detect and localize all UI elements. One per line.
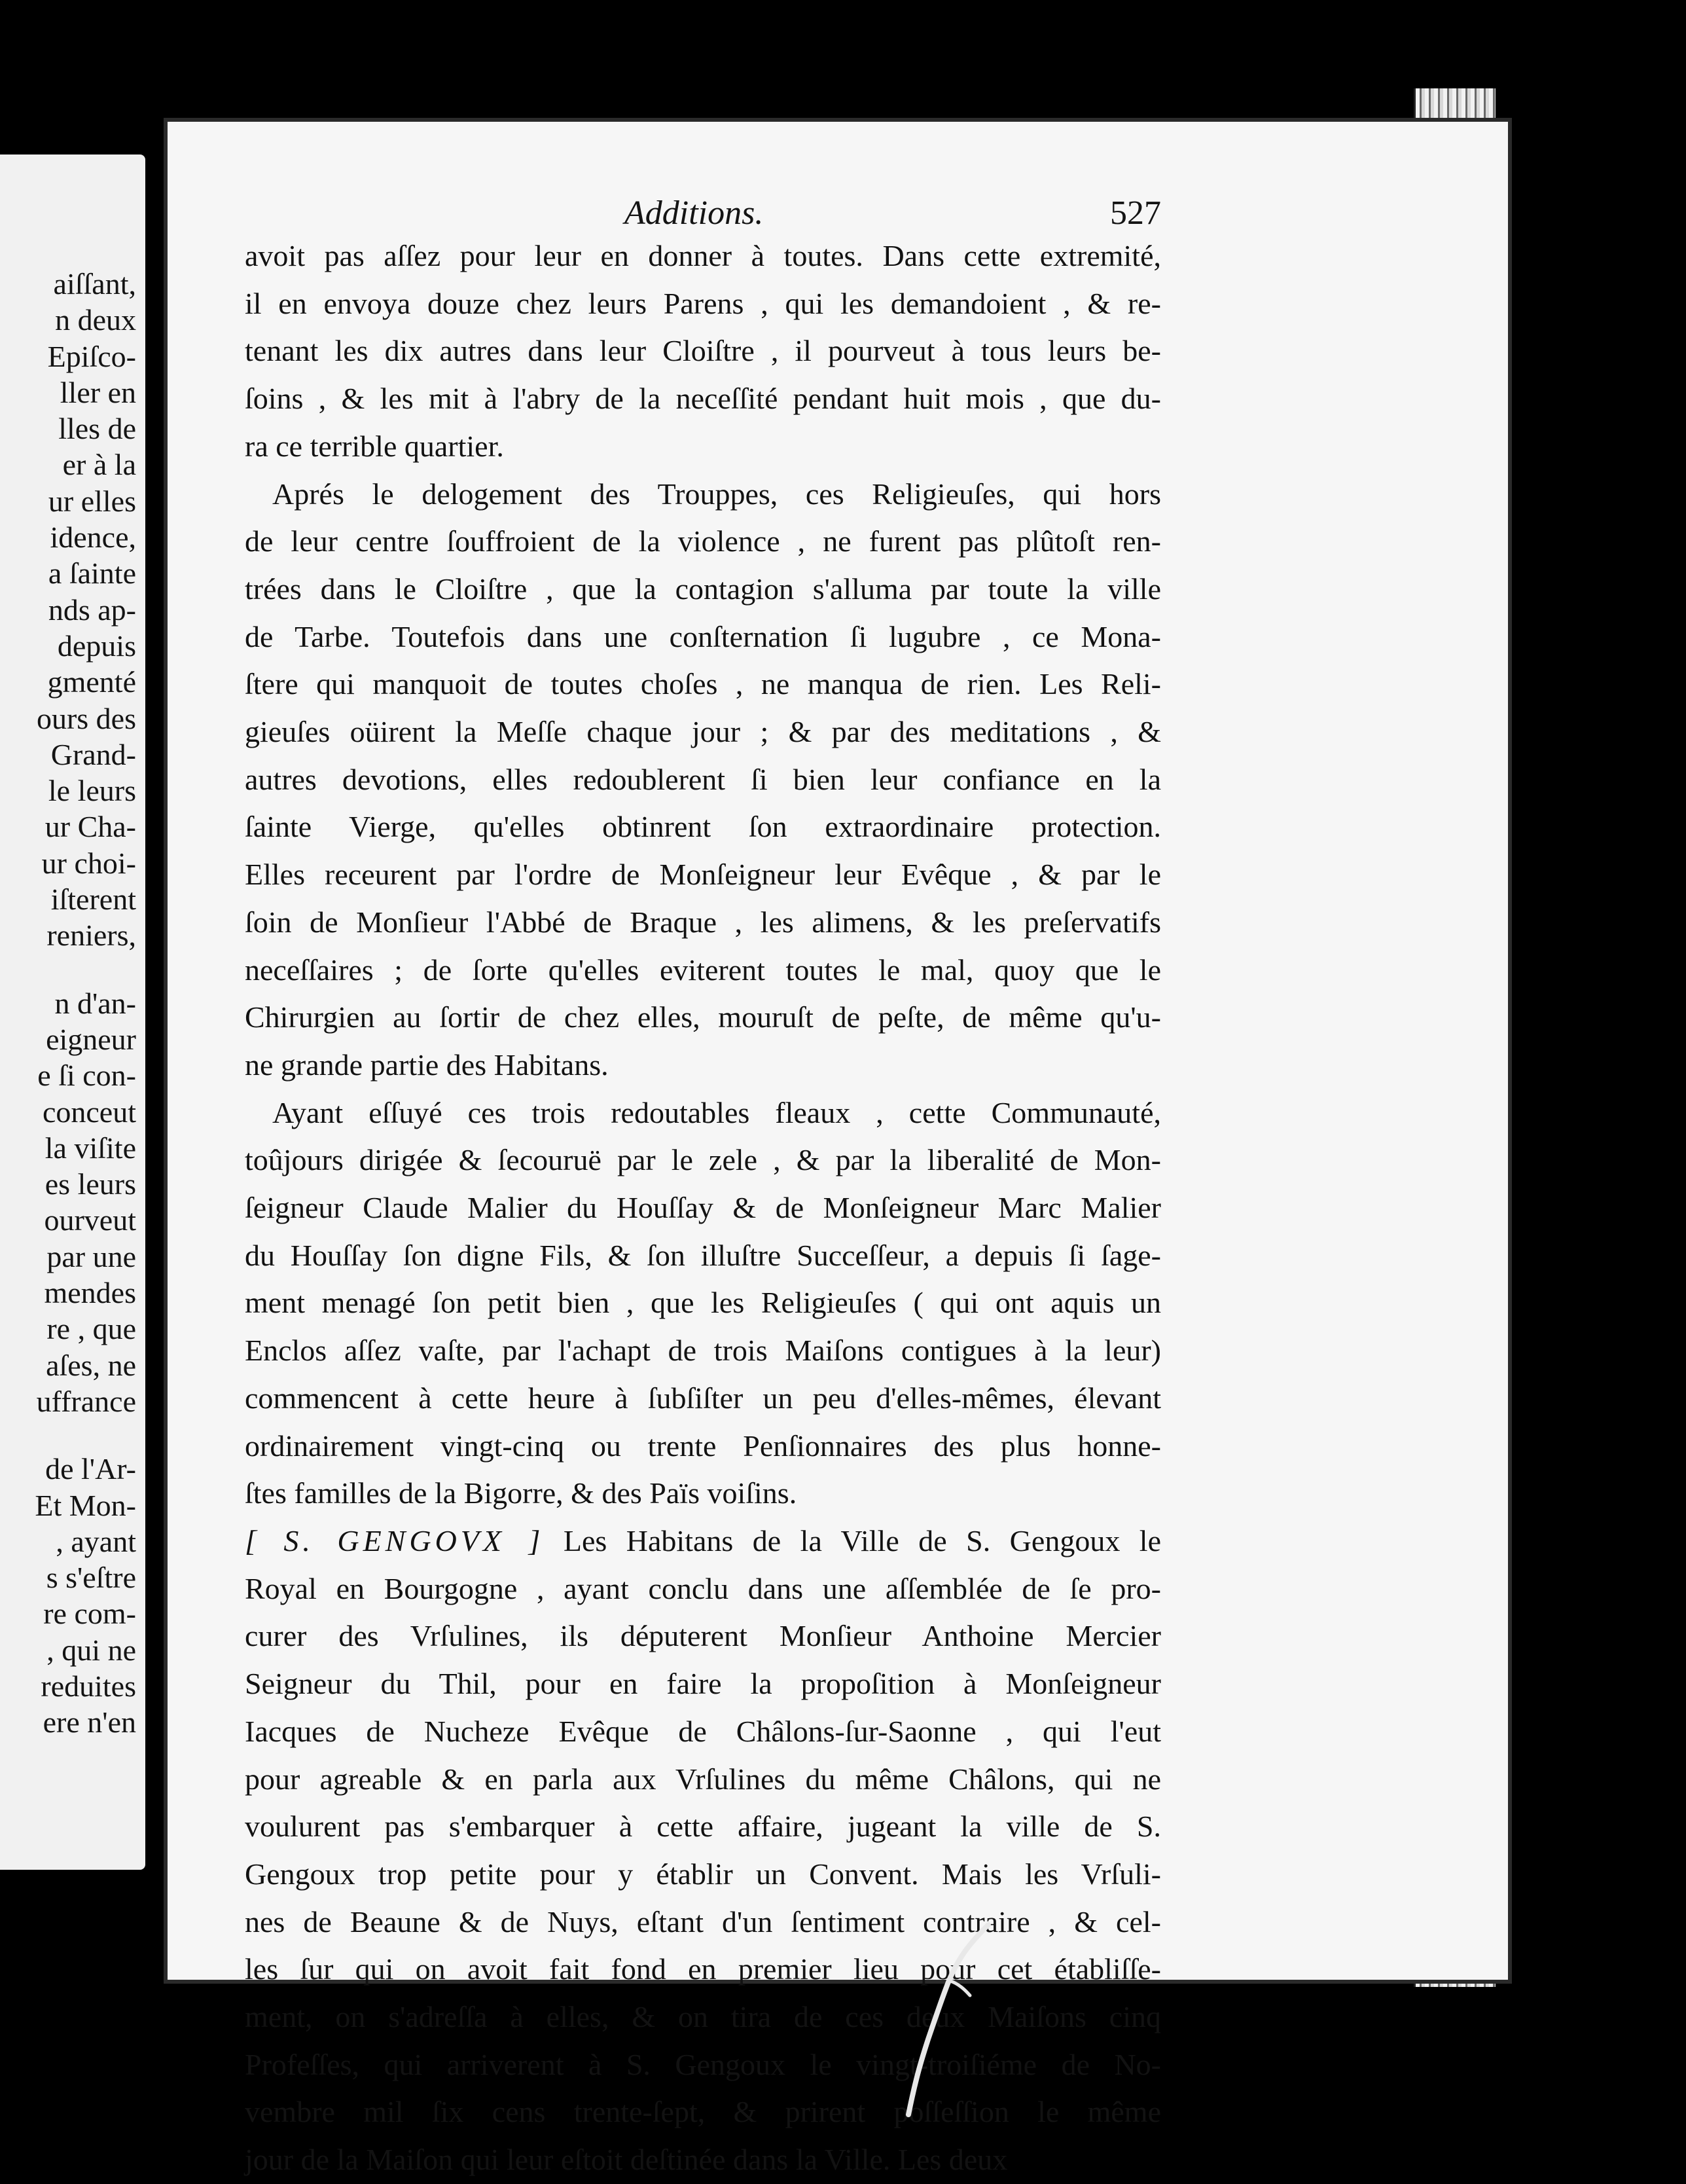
left-page-line: ur choi- (41, 846, 136, 880)
left-page-line: re com- (43, 1597, 136, 1631)
left-page-line: Epiſco- (47, 339, 136, 373)
text-line: neceſſaires ; de ſorte qu'elles eviterent toutes le mal, quoy que le (245, 953, 1161, 987)
text-line: ne grande partie des Habitans. (245, 1047, 609, 1082)
text-line: gieuſes oüirent la Meſſe chaque jour ; & par des meditations , & (245, 715, 1161, 749)
left-page-line: nds ap- (48, 592, 136, 627)
left-page-line: idence, (50, 520, 136, 555)
paragraph-3 (245, 1089, 1161, 1518)
text-line: tenant les dix autres dans leur Cloiſtre , il pourveut à tous leurs be- (245, 334, 1161, 368)
text-line: Elles receurent par l'ordre de Monſeigneur leur Evêque , & par le (245, 858, 1161, 892)
left-page-line: n deux (55, 303, 136, 337)
running-title: Additions. (624, 194, 764, 232)
left-page-line: ere n'en (43, 1705, 136, 1739)
left-page-line: a ſainte (48, 556, 136, 591)
left-page-line: la viſite (45, 1131, 136, 1165)
text-line: les ſur qui on avoit fait fond en premier lieu pour cet établiſſe- (245, 1952, 1161, 1986)
left-page-line: Et Mon- (35, 1488, 136, 1522)
left-page-line: er à la (62, 448, 136, 482)
text-line: voulurent pas s'embarquer à cette affaire, jugeant la ville de S. (245, 1810, 1161, 1844)
left-page-line: le leurs (48, 774, 136, 808)
text-line: ment, on s'adreſſa à elles, & on tira de ces deux Maiſons cinq (245, 2000, 1161, 2034)
text-line: nes de Beaune & de Nuys, eſtant d'un ſentiment contraire , & cel- (245, 1904, 1161, 1938)
left-page-line: ourveut (44, 1203, 136, 1237)
text-line: Ayant eſſuyé ces trois redoutables fleaux , cette Communauté, (272, 1095, 1161, 1129)
text-line: de Tarbe. Toutefois dans une conſternation ſi lugubre , ce Mona- (245, 619, 1161, 653)
left-page-line: e ſi con- (37, 1059, 136, 1093)
left-page-line: par une (46, 1239, 136, 1273)
text-line: pour agreable & en parla aux Vrſulines du même Châlons, qui ne (245, 1762, 1161, 1796)
left-page-line: iſterent (50, 883, 136, 917)
left-page-line: conceut (42, 1095, 136, 1129)
left-page-line: es leurs (45, 1167, 136, 1201)
left-page-line: ur elles (48, 484, 136, 518)
text-line-rest: Les Habitans de la Ville de S. Gengoux le (563, 1523, 1161, 1557)
left-page-line: , qui ne (46, 1633, 136, 1667)
left-page-line: ur Cha- (45, 810, 136, 844)
left-page-line: gmenté (47, 665, 136, 699)
left-page-line: uffrance (36, 1384, 136, 1418)
text-line: toûjours dirigée & ſecouruë par le zele , & par la liberalité de Mon- (245, 1143, 1161, 1177)
text-line: ſtere qui manquoit de toutes choſes , ne manqua de rien. Les Reli- (245, 667, 1161, 701)
left-page-line: re , que (46, 1312, 136, 1346)
text-line: Royal en Bourgogne , ayant conclu dans une aſſemblée de ſe pro- (245, 1571, 1161, 1605)
text-line: de leur centre ſouffroient de la violence , ne furent pas plûtoſt ren- (245, 524, 1161, 558)
text-line: du Houſſay ſon digne Fils, & ſon illuſtre Succeſſeur, a depuis ſi ſage- (245, 1238, 1161, 1272)
left-page-line: Grand- (50, 737, 136, 771)
left-page-line: reniers, (46, 919, 136, 953)
left-page-line: n d'an- (54, 986, 136, 1020)
left-line-gap (35, 1419, 136, 1451)
page-number: 527 (1110, 194, 1161, 232)
paragraph-4 (245, 1518, 1161, 2184)
text-line: ſoin de Monſieur l'Abbé de Braque , les alimens, & les preſervatifs (245, 905, 1161, 939)
left-line-gap (35, 954, 136, 985)
text-line: ſainte Vierge, qu'elles obtinrent ſon extraordinaire protection. (245, 810, 1161, 844)
left-page-line: de l'Ar- (45, 1452, 136, 1486)
left-page-line: depuis (57, 628, 136, 663)
text-line: trées dans le Cloiſtre , que la contagion s'alluma par toute la ville (245, 572, 1161, 606)
text-line: ſeigneur Claude Malier du Houſſay & de Monſeigneur Marc Malier (245, 1191, 1161, 1225)
page-header (245, 194, 1161, 233)
left-page-text-column (35, 266, 136, 1741)
text-line: avoit pas aſſez pour leur en donner à toutes. Dans cette extremité, (245, 239, 1161, 272)
left-page-line: ours des (36, 701, 136, 735)
ink-smudge-mark (897, 1918, 995, 2128)
text-line: ment menagé ſon petit bien , que les Religieuſes ( qui ont aquis un (245, 1286, 1161, 1320)
left-page-line: reduites (41, 1669, 136, 1703)
left-page-line: , ayant (56, 1524, 136, 1558)
text-line: Enclos aſſez vaſte, par l'achapt de trois Maiſons contigues à la leur) (245, 1334, 1161, 1368)
text-line: Gengoux trop petite pour y établir un Convent. Mais les Vrſuli- (245, 1857, 1161, 1891)
left-page-line: aſes, ne (46, 1348, 136, 1382)
text-line (245, 1518, 1161, 1565)
text-line: ſtes familles de la Bigorre, & des Païs voiſins. (245, 1476, 797, 1510)
text-line: Seigneur du Thil, pour en faire la propoſition à Monſeigneur (245, 1667, 1161, 1701)
margin-marker: [ S. GENGOVX ] (245, 1523, 545, 1557)
text-line: Iacques de Nucheze Evêque de Châlons-ſur-Saonne , qui l'eut (245, 1714, 1161, 1748)
text-line: Profeſſes, qui arriverent à S. Gengoux le vingt-troiſiéme de No- (245, 2047, 1161, 2081)
text-line: ſoins , & les mit à l'abry de la neceſſité pendant huit mois , que du- (245, 382, 1161, 416)
text-line: jour de la Maiſon qui leur eſtoit deſtinée dans la Ville. Les deux (245, 2143, 1008, 2177)
paragraph-2 (245, 471, 1161, 1089)
text-line: il en envoya douze chez leurs Parens , qui les demandoient , & re- (245, 286, 1161, 320)
left-page-line: s s'eſtre (46, 1561, 136, 1595)
left-page-line: ller en (60, 375, 136, 409)
text-line: autres devotions, elles redoublerent ſi bien leur confiance en la (245, 762, 1161, 796)
paragraph-1 (245, 232, 1161, 471)
text-line: ra ce terrible quartier. (245, 429, 504, 463)
text-line: Aprés le delogement des Trouppes, ces Religieuſes, qui hors (272, 477, 1161, 511)
left-page-line: lles de (58, 412, 136, 446)
text-line: vembre mil ſix cens trente-ſept, & prirent poſſeſſion le même (245, 2095, 1161, 2129)
text-line: ordinairement vingt-cinq ou trente Penſionnaires des plus honne- (245, 1429, 1161, 1463)
left-page-fragment (0, 155, 145, 1870)
body-text (245, 232, 1161, 2184)
left-page-line: eigneur (46, 1022, 136, 1056)
left-page-line: aiſſant, (53, 267, 136, 300)
left-page-line: mendes (44, 1276, 136, 1310)
text-line: commencent à cette heure à ſubſiſter un peu d'elles-mêmes, élevant (245, 1381, 1161, 1415)
text-line: Chirurgien au ſortir de chez elles, mouruſt de peſte, de même qu'u- (245, 1000, 1161, 1034)
text-line: curer des Vrſulines, ils députerent Monſieur Anthoine Mercier (245, 1619, 1161, 1653)
